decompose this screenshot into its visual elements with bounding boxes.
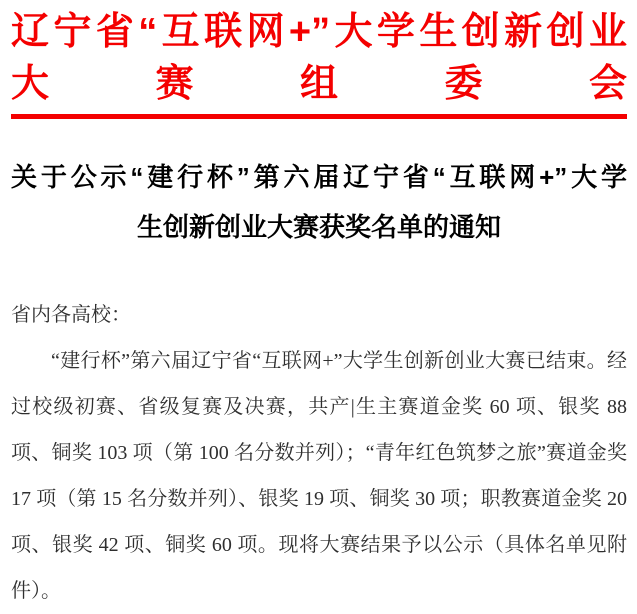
letterhead-line-2: 大赛组委会: [11, 63, 627, 105]
letterhead-line-1: 辽宁省“互联网+”大学生创新创业: [11, 11, 627, 53]
notice-paragraph: “建行杯”第六届辽宁省“互联网+”大学生创新创业大赛已结束。经过校级初赛、省级复赛及决赛，共产|生主赛道金奖 60 项、银奖 88 项、铜奖 103 项（第 100 名分数并列）；“青年红色筑梦之旅”赛道金奖 17 项（第 15 名分数并列）、银奖 19 项、铜奖 30 项；职教赛道金奖 20 项、银奖 42 项、铜奖 60 项。现将大赛结果予以公示（具体名单见附件）。: [11, 350, 627, 602]
notice-title-line-1: 关于公示“建行杯”第六届辽宁省“互联网+”大学: [11, 162, 627, 192]
salutation: 省内各高校：: [11, 304, 131, 326]
letterhead: [11, 6, 627, 119]
red-divider-rule: [11, 114, 627, 119]
notice-title-line-2: 生创新创业大赛获奖名单的通知: [136, 212, 501, 242]
notice-title: [11, 152, 627, 252]
notice-body: [11, 292, 627, 614]
